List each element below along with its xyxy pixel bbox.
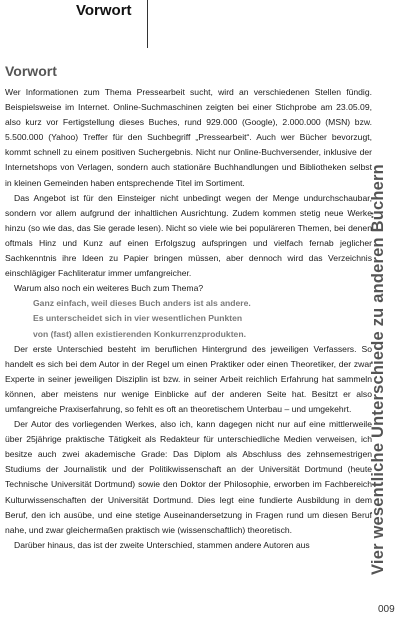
paragraph: Darüber hinaus, das ist der zweite Unterschied, stammen andere Autoren aus (14, 539, 310, 550)
quote-line: Ganz einfach, weil dieses Buch anders ist als andere. (33, 298, 251, 309)
paragraph: Wer Informationen zum Thema Pressearbeit sucht, wird an verschiedenen Stellen fündig. Beispielsweise im Internet. Online-Suchmaschinen zeigten bei einer Stichprobe am 23.05.09, also kurz vor Fertigstellung dieses Buches, rund 929.000 (Google), 2.000.000 (MSN) bzw. 5.500.000 (Yahoo) Treffer für den Suchbegriff „Pressearbeit“. Auch wer Bücher bevorzugt, kommt schnell zu einem positiven Suchergebnis. Nicht nur Online-Buchversender, inklusive der Internetshops von Verlagen, sondern auch stationäre Buchhandlungen und Bibliotheken selbst in kleinen Gemeinden haben entsprechende Titel im Sortiment. (5, 87, 372, 188)
paragraph: Der erste Unterschied besteht im beruflichen Hintergrund des jeweiligen Verfassers. So handelt es sich bei dem Autor in der Regel um einen Praktiker oder einen Theoretiker, der zwar Experte in seiner jeweiligen Disziplin ist bzw. in seiner Arbeit reichlich Erfahrung hat sammeln können, aber meistens nur wenige Einblicke auf der anderen Seite hat. Besitzt er also umfangreiche Praxiserfahrung, so fehlt es oft an theoretischem Unterbau – und umgekehrt. (5, 343, 372, 414)
paragraph: Das Angebot ist für den Einsteiger nicht unbedingt wegen der Menge undurchschaubar, sondern vor allem aufgrund der inhaltlichen Ausrichtung. Zudem kommen stetig neue Werke hinzu (so wie das, das Sie gerade lesen). Nicht so viele wie bei populäreren Themen, bei denen oftmals Hinz und Kunz auf einen Erfolgszug aufspringen und vielfach fernab jeglicher Sachkenntnis ihre Ideen zu Papier bringen müssen, aber dennoch wird das Verzeichnis einschlägiger Fachliteratur immer umfangreicher. (5, 192, 372, 279)
paragraph: Der Autor des vorliegenden Werkes, also ich, kann dagegen nicht nur auf eine mittlerweile über 25jährige praktische Tätigkeit als Redakteur für unterschiedliche Medien verweisen, ich besitze auch zwei akademische Grade: Das Diplom als Abschluss des zehnsemestrigen Studiums der Journalistik und der Politikwissenschaft an der Universität Dortmund (heute Technische Universität Dortmund) sowie den Doktor der Philosophie, erworben im Fachbereich Kulturwissenschaften der Universität Dortmund. Dies legt eine fundierte Ausbildung in dem Beruf, den ich ausübe, und eine stetige Auseinandersetzung in Fragen rund um diesen Beruf nahe, und zwar gleichermaßen praktisch wie (wissenschaftlich) theoretisch. (5, 419, 372, 535)
section-title: Vorwort (5, 63, 57, 79)
quote-line: von (fast) allen existierenden Konkurrenzprodukten. (33, 328, 246, 339)
running-head: Vorwort (76, 2, 132, 19)
paragraph: Warum also noch ein weiteres Buch zum Thema? (14, 283, 204, 294)
side-title: Vier wesentliche Unterschiede zu anderen Büchern (369, 164, 387, 575)
body-text (5, 85, 372, 553)
quote-line: Es unterscheidet sich in vier wesentlichen Punkten (33, 313, 243, 324)
page-number: 009 (378, 604, 395, 615)
running-head-rule (147, 0, 148, 48)
